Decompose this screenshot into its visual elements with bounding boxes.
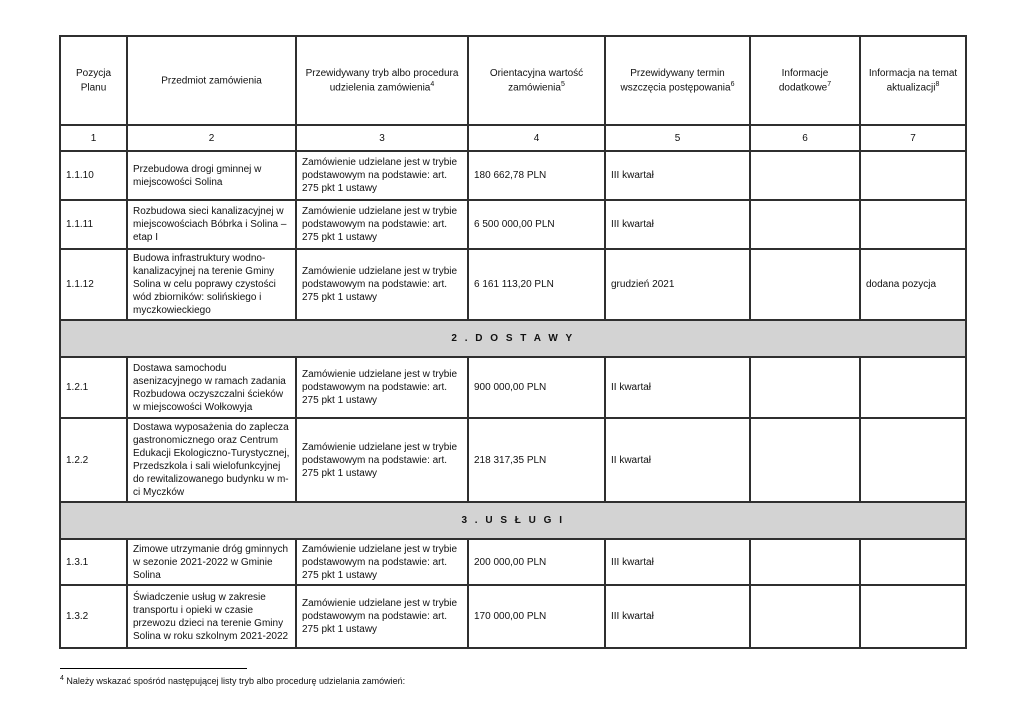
cell-przedmiot: Rozbudowa sieci kanalizacyjnej w miejscowościach Bóbrka i Solina – etap I bbox=[127, 200, 296, 249]
cell-przedmiot: Dostawa samochodu asenizacyjnego w ramach zadania Rozbudowa oczyszczalni ścieków w miejscowości Wołkowyja bbox=[127, 357, 296, 418]
cell-wartosc: 180 662,78 PLN bbox=[468, 151, 605, 200]
cell-przedmiot: Dostawa wyposażenia do zaplecza gastronomicznego oraz Centrum Edukacji Ekologiczno-Turystycznej, Przedszkola i sali wielofunkcyjnej do rewitalizowanego budynku w m-ci Myczków bbox=[127, 418, 296, 502]
col-header-footnote-ref: 8 bbox=[935, 80, 940, 88]
column-number-row bbox=[60, 125, 966, 151]
cell-pozycja: 1.1.12 bbox=[60, 249, 127, 320]
col-number: 5 bbox=[605, 125, 750, 151]
cell-tryb: Zamówienie udzielane jest w trybie podstawowym na podstawie: art. 275 pkt 1 ustawy bbox=[296, 200, 468, 249]
cell-wartosc: 218 317,35 PLN bbox=[468, 418, 605, 502]
col-header-footnote-ref: 5 bbox=[560, 80, 565, 88]
section-band-uslugi bbox=[60, 502, 966, 539]
section-band-dostawy bbox=[60, 320, 966, 357]
cell-dodatkowe bbox=[750, 151, 860, 200]
cell-dodatkowe bbox=[750, 200, 860, 249]
cell-dodatkowe bbox=[750, 357, 860, 418]
table-row bbox=[60, 357, 966, 418]
cell-aktualizacja: dodana pozycja bbox=[860, 249, 966, 320]
table-row bbox=[60, 200, 966, 249]
section-title: 3 . U S Ł U G I bbox=[60, 502, 966, 539]
footnote-body: Należy wskazać spośród następującej listy tryb albo procedurę udzielania zamówień: bbox=[66, 676, 406, 686]
cell-termin: III kwartał bbox=[605, 539, 750, 585]
cell-pozycja: 1.2.2 bbox=[60, 418, 127, 502]
cell-aktualizacja bbox=[860, 357, 966, 418]
cell-tryb: Zamówienie udzielane jest w trybie podstawowym na podstawie: art. 275 pkt 1 ustawy bbox=[296, 357, 468, 418]
cell-pozycja: 1.2.1 bbox=[60, 357, 127, 418]
cell-wartosc: 170 000,00 PLN bbox=[468, 585, 605, 648]
cell-pozycja: 1.3.2 bbox=[60, 585, 127, 648]
cell-termin: II kwartał bbox=[605, 357, 750, 418]
cell-dodatkowe bbox=[750, 539, 860, 585]
table-row bbox=[60, 249, 966, 320]
cell-pozycja: 1.1.10 bbox=[60, 151, 127, 200]
cell-tryb: Zamówienie udzielane jest w trybie podstawowym na podstawie: art. 275 pkt 1 ustawy bbox=[296, 151, 468, 200]
table-row bbox=[60, 418, 966, 502]
table-row bbox=[60, 539, 966, 585]
cell-aktualizacja bbox=[860, 151, 966, 200]
col-number: 7 bbox=[860, 125, 966, 151]
cell-wartosc: 200 000,00 PLN bbox=[468, 539, 605, 585]
header-row bbox=[60, 36, 966, 125]
cell-pozycja: 1.1.11 bbox=[60, 200, 127, 249]
col-number: 3 bbox=[296, 125, 468, 151]
col-number: 2 bbox=[127, 125, 296, 151]
col-number: 4 bbox=[468, 125, 605, 151]
table-row bbox=[60, 585, 966, 648]
footnote-text bbox=[60, 675, 405, 686]
col-header-aktualizacja bbox=[860, 36, 966, 125]
procurement-plan-table-container bbox=[59, 35, 967, 649]
cell-termin: II kwartał bbox=[605, 418, 750, 502]
cell-aktualizacja bbox=[860, 418, 966, 502]
col-header-przedmiot bbox=[127, 36, 296, 125]
cell-termin: III kwartał bbox=[605, 151, 750, 200]
cell-przedmiot: Zimowe utrzymanie dróg gminnych w sezonie 2021-2022 w Gminie Solina bbox=[127, 539, 296, 585]
table-row bbox=[60, 151, 966, 200]
cell-termin: grudzień 2021 bbox=[605, 249, 750, 320]
cell-wartosc: 900 000,00 PLN bbox=[468, 357, 605, 418]
col-header-label: Przewidywany termin wszczęcia postępowania bbox=[620, 67, 731, 94]
col-header-label: Pozycja Planu bbox=[75, 67, 111, 94]
cell-dodatkowe bbox=[750, 249, 860, 320]
col-header-label: Informacje dodatkowe bbox=[778, 67, 829, 94]
cell-przedmiot: Przebudowa drogi gminnej w miejscowości Solina bbox=[127, 151, 296, 200]
cell-tryb: Zamówienie udzielane jest w trybie podstawowym na podstawie: art. 275 pkt 1 ustawy bbox=[296, 249, 468, 320]
col-header-tryb bbox=[296, 36, 468, 125]
cell-przedmiot: Świadczenie usług w zakresie transportu i opieki w czasie przewozu dzieci na terenie Gminy Solina w roku szkolnym 2021-2022 bbox=[127, 585, 296, 648]
col-number: 1 bbox=[60, 125, 127, 151]
cell-wartosc: 6 161 113,20 PLN bbox=[468, 249, 605, 320]
cell-termin: III kwartał bbox=[605, 200, 750, 249]
section-title: 2 . D O S T A W Y bbox=[60, 320, 966, 357]
cell-tryb: Zamówienie udzielane jest w trybie podstawowym na podstawie: art. 275 pkt 1 ustawy bbox=[296, 418, 468, 502]
cell-pozycja: 1.3.1 bbox=[60, 539, 127, 585]
cell-termin: III kwartał bbox=[605, 585, 750, 648]
col-header-label: Informacja na temat aktualizacji bbox=[868, 67, 958, 94]
cell-przedmiot: Budowa infrastruktury wodno-kanalizacyjnej na terenie Gminy Solina w celu poprawy czystości wód zbiorników: solińskiego i myczkowieckiego bbox=[127, 249, 296, 320]
cell-tryb: Zamówienie udzielane jest w trybie podstawowym na podstawie: art. 275 pkt 1 ustawy bbox=[296, 539, 468, 585]
col-number: 6 bbox=[750, 125, 860, 151]
footnote bbox=[60, 668, 405, 686]
cell-dodatkowe bbox=[750, 418, 860, 502]
cell-aktualizacja bbox=[860, 200, 966, 249]
col-header-termin bbox=[605, 36, 750, 125]
footnote-number: 4 bbox=[60, 675, 64, 682]
col-header-pozycja-planu bbox=[60, 36, 127, 125]
procurement-plan-table bbox=[59, 35, 967, 649]
cell-wartosc: 6 500 000,00 PLN bbox=[468, 200, 605, 249]
cell-aktualizacja bbox=[860, 585, 966, 648]
col-header-label: Orientacyjna wartość zamówienia bbox=[489, 67, 584, 94]
footnote-separator-rule bbox=[60, 668, 247, 669]
col-header-wartosc bbox=[468, 36, 605, 125]
cell-tryb: Zamówienie udzielane jest w trybie podstawowym na podstawie: art. 275 pkt 1 ustawy bbox=[296, 585, 468, 648]
col-header-dodatkowe bbox=[750, 36, 860, 125]
cell-aktualizacja bbox=[860, 539, 966, 585]
col-header-label: Przedmiot zamówienia bbox=[161, 75, 262, 87]
cell-dodatkowe bbox=[750, 585, 860, 648]
col-header-footnote-ref: 4 bbox=[430, 80, 435, 88]
col-header-footnote-ref: 6 bbox=[730, 80, 735, 88]
col-header-footnote-ref: 7 bbox=[827, 80, 832, 88]
col-header-label: Przewidywany tryb albo procedura udzielenia zamówienia bbox=[305, 67, 459, 94]
